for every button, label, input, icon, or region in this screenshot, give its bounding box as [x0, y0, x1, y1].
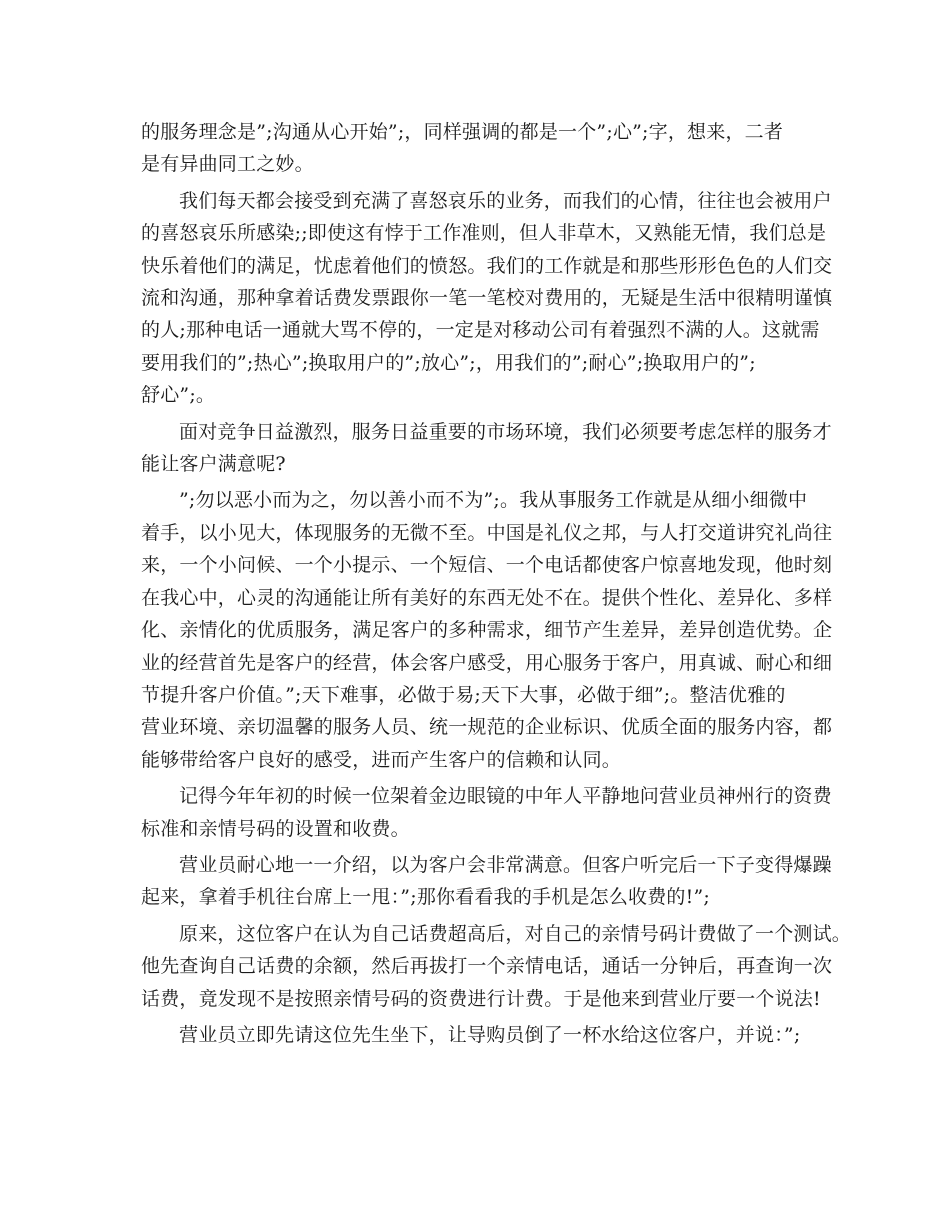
paragraph-line: 我们每天都会接受到充满了喜怒哀乐的业务，而我们的心情，往往也会被用户: [179, 189, 832, 212]
paragraph-line: 着手，以小见大，体现服务的无微不至。中国是礼仪之邦，与人打交道讲究礼尚往: [141, 521, 833, 544]
paragraph-line: 营业环境、亲切温馨的服务人员、统一规范的企业标识、优质全面的服务内容，都: [141, 716, 833, 739]
paragraph-line: 能够带给客户良好的感受，进而产生客户的信赖和认同。: [141, 748, 622, 771]
paragraph-line: 原来，这位客户在认为自己话费超高后，对自己的亲情号码计费做了一个测试。: [179, 922, 852, 945]
paragraph-line: 能让客户满意呢?: [141, 453, 286, 476]
paragraph-line: 流和沟通，那种拿着话费发票跟你一笔一笔校对费用的，无疑是生活中很精明谨慎: [141, 287, 833, 310]
paragraph-line: 面对竞争日益激烈，服务日益重要的市场环境，我们必须要考虑怎样的服务才: [179, 420, 832, 443]
paragraph-line: 化、亲情化的优质服务，满足客户的多种需求，细节产生差异，差异创造优势。企: [141, 619, 833, 642]
paragraph: [141, 185, 833, 412]
paragraph-line: 营业员立即先请这位先生坐下，让导购员倒了一杯水给这位客户，并说：”;: [179, 1023, 801, 1046]
paragraph: [141, 116, 825, 181]
paragraph-line: 营业员耐心地一一介绍，以为客户会非常满意。但客户听完后一下子变得爆躁: [179, 853, 832, 876]
paragraph: [141, 849, 832, 914]
paragraph: [141, 416, 832, 481]
paragraph-line: 在我心中，心灵的沟通能让所有美好的东西无处不在。提供个性化、差异化、多样: [141, 586, 833, 609]
paragraph: [141, 484, 833, 776]
paragraph-line: 起来，拿着手机往台席上一甩：”;那你看看我的手机是怎么收费的!”;: [141, 886, 710, 909]
paragraph-line: ”;勿以恶小而为之，勿以善小而不为”;。我从事服务工作就是从细小细微中: [179, 489, 808, 512]
paragraph-line: 的喜怒哀乐所感染;;即使这有悖于工作准则，但人非草木，又熟能无情，我们总是: [141, 222, 827, 245]
paragraph: [141, 918, 852, 1015]
paragraph-line: 他先查询自己话费的余额，然后再拔打一个亲情电话，通话一分钟后，再查询一次: [141, 955, 833, 978]
document-body: [141, 116, 852, 1055]
paragraph-line: 记得今年年初的时候一位架着金边眼镜的中年人平静地问营业员神州行的资费: [179, 785, 832, 808]
paragraph-line: 的服务理念是”;沟通从心开始”;，同样强调的都是一个”;心”;字，想来，二者: [141, 121, 784, 143]
paragraph-line: 话费，竟发现不是按照亲情号码的资费进行计费。于是他来到营业厅要一个说法!: [141, 987, 821, 1010]
paragraph-line: 节提升客户价值。”;天下难事，必做于易;天下大事，必做于细”;。整洁优雅的: [141, 683, 786, 706]
paragraph-line: 快乐着他们的满足，忧虑着他们的愤怒。我们的工作就是和那些形形色色的人们交: [141, 254, 833, 277]
paragraph: [141, 1019, 825, 1051]
paragraph-line: 的人;那种电话一通就大骂不停的，一定是对移动公司有着强烈不满的人。这就需: [141, 319, 820, 342]
paragraph-line: 是有异曲同工之妙。: [141, 153, 314, 176]
paragraph-line: 业的经营首先是客户的经营，体会客户感受，用心服务于客户，用真诚、耐心和细: [141, 651, 833, 674]
paragraph-line: 舒心”;。: [141, 384, 216, 407]
paragraph-line: 来，一个小问候、一个小提示、一个短信、一个电话都使客户惊喜地发现，他时刻: [141, 554, 833, 577]
paragraph: [141, 780, 832, 845]
paragraph-line: 要用我们的”;热心”;换取用户的”;放心”;，用我们的”;耐心”;换取用户的”;: [141, 351, 756, 374]
paragraph-line: 标准和亲情号码的设置和收费。: [141, 817, 410, 840]
